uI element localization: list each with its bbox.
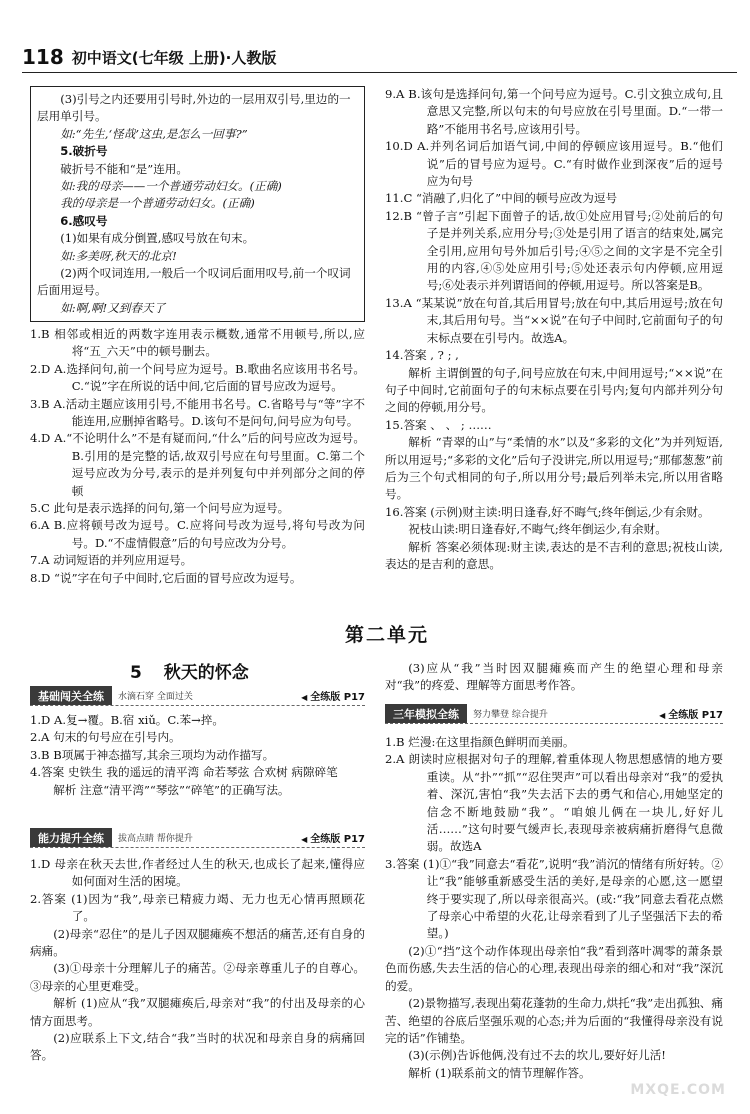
banner-reference: ◀ 全练版 P17 bbox=[301, 830, 365, 845]
banner-divider bbox=[385, 723, 723, 724]
answer-item: 4.D A.“不论明什么”不是有疑而问,“什么”后的问号应改为逗号。B.引用的是完整的话,故双引号应在句号里面。C.第二个逗号应改为分号,表示的是并列复句中并列部分之间的停顿 bbox=[30, 431, 365, 498]
answer-item: (2)景物描写,表现出菊花蓬勃的生命力,烘托“我”走出孤独、痛苦、绝望的谷底后坚强乐观的心态;并为后面的“我懂得母亲没有说完的话”作铺垫。 bbox=[385, 996, 723, 1045]
basic-answer-list bbox=[30, 712, 365, 799]
answer-item: 11.C “消融了,归化了”中间的顿号应改为逗号 bbox=[385, 191, 618, 206]
banner-reference: ◀ 全练版 P17 bbox=[659, 706, 723, 721]
page-number: 118 bbox=[22, 45, 64, 69]
lesson-title bbox=[130, 658, 249, 683]
answer-item: 3.B A.活动主题应该用引号,不能用书名号。C.省略号与“等”字不能连用,应删掉省略号。D.该句不是问句,问号应为句号。 bbox=[30, 396, 365, 429]
answer-explanation: (3)应从“我”当时因双腿瘫痪而产生的绝望心理和母亲对“我”的疼爱、理解等方面思考作答。 bbox=[385, 661, 723, 693]
answer-item: 1.B 相邻或相近的两数字连用表示概数,通常不用顿号,所以,应将“五_六天”中的顿号删去。 bbox=[30, 327, 365, 359]
answer-item: 3.答案 (1)①“我”同意去“看花”,说明“我”消沉的情绪有所好转。②让“我”能够重新感受生活的美好,是母亲的心愿,这一愿望终于要实现了,所以母亲很高兴。(或:“我”同意去看花点燃了母亲心中希望的火花,让母亲看到了儿子坚强活下去的希望。) bbox=[385, 856, 723, 941]
note-heading: 6.感叹号 bbox=[60, 213, 108, 228]
answer-item: 6.A B.应将顿号改为逗号。C.应将问号改为逗号,将句号改为问号。D.“不虚情假意”后的句号应改为分号。 bbox=[30, 518, 365, 550]
answer-item: (3)(示例)告诉他俩,没有过不去的坎儿,要好好儿活! bbox=[408, 1048, 666, 1063]
answer-item: 2.D A.选择问句,前一个问号应为逗号。B.歌曲名应该用书名号。C.“说”字在所说的话中间,它后面的冒号应改为逗号。 bbox=[30, 361, 365, 394]
exam-answer-list bbox=[385, 734, 723, 1082]
note-example: 如:“先生,‘怪哉’这虫,是怎么一回事?” bbox=[60, 126, 248, 141]
note-text: (2)两个叹词连用,一般后一个叹词后面用叹号,前一个叹词后面用逗号。 bbox=[37, 266, 351, 298]
banner-subtitle: 拔高点睛 帮你提升 bbox=[118, 834, 193, 844]
note-text: (3)引号之内还要用引号时,外边的一层用双引号,里边的一层用单引号。 bbox=[37, 92, 351, 124]
note-text: (1)如果有成分倒置,感叹号放在句末。 bbox=[60, 231, 255, 246]
answer-item: 5.C 此句是表示选择的问句,第一个问号应为逗号。 bbox=[30, 501, 290, 516]
answer-item: 2.A 朗读时应根据对句子的理解,着重体现人物思想感情的地方要重读。从“扑”“抓”“忍住哭声”可以看出母亲对“我”的爱执着、深沉,害怕“我”失去活下去的勇气和信心,用她坚定的信念不断地鼓励“我”。“咱娘儿俩在一块儿,好好儿活……”这句时要气缓声长,表现母亲被病痛折磨得气息微弱。故选A bbox=[385, 752, 723, 854]
right-bottom-intro bbox=[385, 660, 723, 695]
left-answer-list bbox=[30, 326, 365, 587]
note-heading: 5.破折号 bbox=[60, 144, 108, 159]
answer-item: 4.答案 史铁生 我的遥远的清平湾 命若琴弦 合欢树 病隙碎笔 bbox=[30, 765, 338, 780]
note-example: 如:多美呀,秋天的北京! bbox=[60, 248, 177, 263]
ability-answer-list bbox=[30, 856, 365, 1065]
answer-item: (3)①母亲十分理解儿子的痛苦。②母亲尊重儿子的自尊心。③母亲的心里更难受。 bbox=[30, 961, 365, 993]
answer-item: 15.答案 、 、 ; …… bbox=[385, 417, 492, 432]
answer-item: 16.答案 (示例)财主读:明日逢春,好不晦气;终年倒运,少有余财。 bbox=[385, 504, 710, 519]
section-banner-basic bbox=[30, 686, 365, 705]
answer-item: (2)①“挡”这个动作体现出母亲怕“我”看到落叶凋零的萧条景色而伤感,失去生活的信心的心理,表现出母亲的细心和对“我”深沉的爱。 bbox=[385, 943, 723, 993]
answer-item: 10.D A.并列名词后加语气词,中间的停顿应该用逗号。B.“他们说”后的冒号应为逗号。C.“有时做作业到深夜”后的逗号应为句号 bbox=[385, 139, 723, 189]
answer-item: (2)母亲“忍住”的是儿子因双腿瘫痪不想活的痛苦,还有自身的病痛。 bbox=[30, 926, 365, 959]
answer-explanation: 解析 (1)应从“我”双腿瘫痪后,母亲对“我”的付出及母亲的心情方面思考。 bbox=[30, 996, 365, 1028]
answer-explanation: 解析 注意“清平湾”“琴弦”“碎笔”的正确写法。 bbox=[53, 782, 290, 797]
banner-tag: 三年模拟全练 bbox=[385, 704, 467, 723]
answer-item: 2.答案 (1)因为“我”,母亲已精疲力竭、无力也无心情再照顾花了。 bbox=[30, 891, 365, 924]
answer-item: 9.A B.该句是选择问句,第一个问号应为逗号。C.引文独立成句,且意思又完整,所以句末的句号应放在引号里面。D.“一带一路”不能用书名号,应该用引号。 bbox=[385, 87, 723, 136]
section-banner-exam bbox=[385, 704, 723, 723]
answer-item: 14.答案 , ? ; , bbox=[385, 348, 459, 363]
watermark-text: MXQE.COM bbox=[630, 1082, 726, 1098]
answer-explanation: 解析 主谓倒置的句子,问号应放在句末,中间用逗号;“××说”在句子中间时,它前面句子的句末标点要在引号内;复句内部并列分句之间的停顿,用分号。 bbox=[385, 365, 723, 415]
banner-divider bbox=[30, 705, 365, 706]
answer-item: 7.A 动词短语的并列应用逗号。 bbox=[30, 553, 193, 568]
answer-item: 1.D 母亲在秋天去世,作者经过人生的秋天,也成长了起来,懂得应如何面对生活的困境。 bbox=[30, 857, 365, 889]
unit-title: 第二单元 bbox=[345, 624, 430, 646]
page-header bbox=[22, 42, 737, 73]
banner-tag: 能力提升全练 bbox=[30, 828, 112, 847]
answer-item: 3.B B项属于神态描写,其余三项均为动作描写。 bbox=[30, 747, 275, 762]
answer-explanation: (2)应联系上下文,结合“我”当时的状况和母亲自身的病痛回答。 bbox=[30, 1031, 365, 1063]
answer-item: 12.B “曾子言”引起下面曾子的话,故①处应用冒号;②处前后的句子是并列关系,应用分号;③处是引用了语言的结束处,属完全引用,应用句号外加后引号;④⑤之间的文字是不完全引用的内容,④⑤处应用引号;⑤处还表示句内停顿,应用逗号;⑥处表示并列谓语间的停顿,用逗号。所以答案是B。 bbox=[385, 208, 723, 293]
banner-subtitle: 水滴石穿 全面过关 bbox=[118, 692, 193, 702]
right-answer-list bbox=[385, 86, 723, 573]
note-example: 如:我的母亲——一个普通劳动妇女。(正确) bbox=[60, 179, 282, 194]
punctuation-notes-box bbox=[30, 86, 365, 322]
answer-explanation: 解析 “青翠的山”与“柔情的水”以及“多彩的文化”为并列短语,所以用逗号;“多彩的文化”后句子没讲完,所以用逗号;“那郁葱葱”前后为三个句式相同的句子,所以用分号;最后列举未完,所以用省略号。 bbox=[385, 435, 723, 502]
site-watermark bbox=[582, 1054, 732, 1100]
banner-reference: ◀ 全练版 P17 bbox=[301, 688, 365, 703]
lesson-number: 5 bbox=[130, 663, 142, 683]
note-example: 如:啊,啊!又到春天了 bbox=[60, 300, 166, 315]
answer-item: 8.D “说”字在句子中间时,它后面的冒号应改为逗号。 bbox=[30, 570, 302, 585]
answer-explanation: 解析 (1)联系前文的情节理解作答。 bbox=[408, 1065, 591, 1080]
banner-divider bbox=[30, 847, 365, 848]
banner-tag: 基础闯关全练 bbox=[30, 686, 112, 705]
banner-subtitle: 努力攀登 综合提升 bbox=[473, 710, 548, 720]
note-text: 破折号不能和“是”连用。 bbox=[60, 161, 188, 176]
lesson-name: 秋天的怀念 bbox=[163, 663, 249, 683]
answer-item: 祝枝山读:明日逢春好,不晦气;终年倒运少,有余财。 bbox=[408, 522, 667, 537]
answer-item: 1.D A.复→覆。B.宿 xiǔ。C.苯→捽。 bbox=[30, 713, 225, 727]
answer-item: 1.B 烂漫:在这里指颜色鲜明而美丽。 bbox=[385, 735, 575, 749]
answer-item: 2.A 句末的句号应在引号内。 bbox=[30, 730, 181, 745]
answer-item: 13.A “某某说”放在句首,其后用冒号;放在句中,其后用逗号;放在句末,其后用句号。当“××说”在句子中间时,它前面句子的句末标点要在引号内。故选A。 bbox=[385, 295, 723, 345]
answer-explanation: 解析 答案必须体现:财主读,表达的是不吉利的意思;祝枝山读,表达的是吉利的意思。 bbox=[385, 539, 723, 571]
book-title: 初中语文(七年级 上册)·人教版 bbox=[71, 48, 277, 67]
section-banner-ability bbox=[30, 828, 365, 847]
note-example: 我的母亲是一个普通劳动妇女。(正确) bbox=[60, 196, 255, 211]
